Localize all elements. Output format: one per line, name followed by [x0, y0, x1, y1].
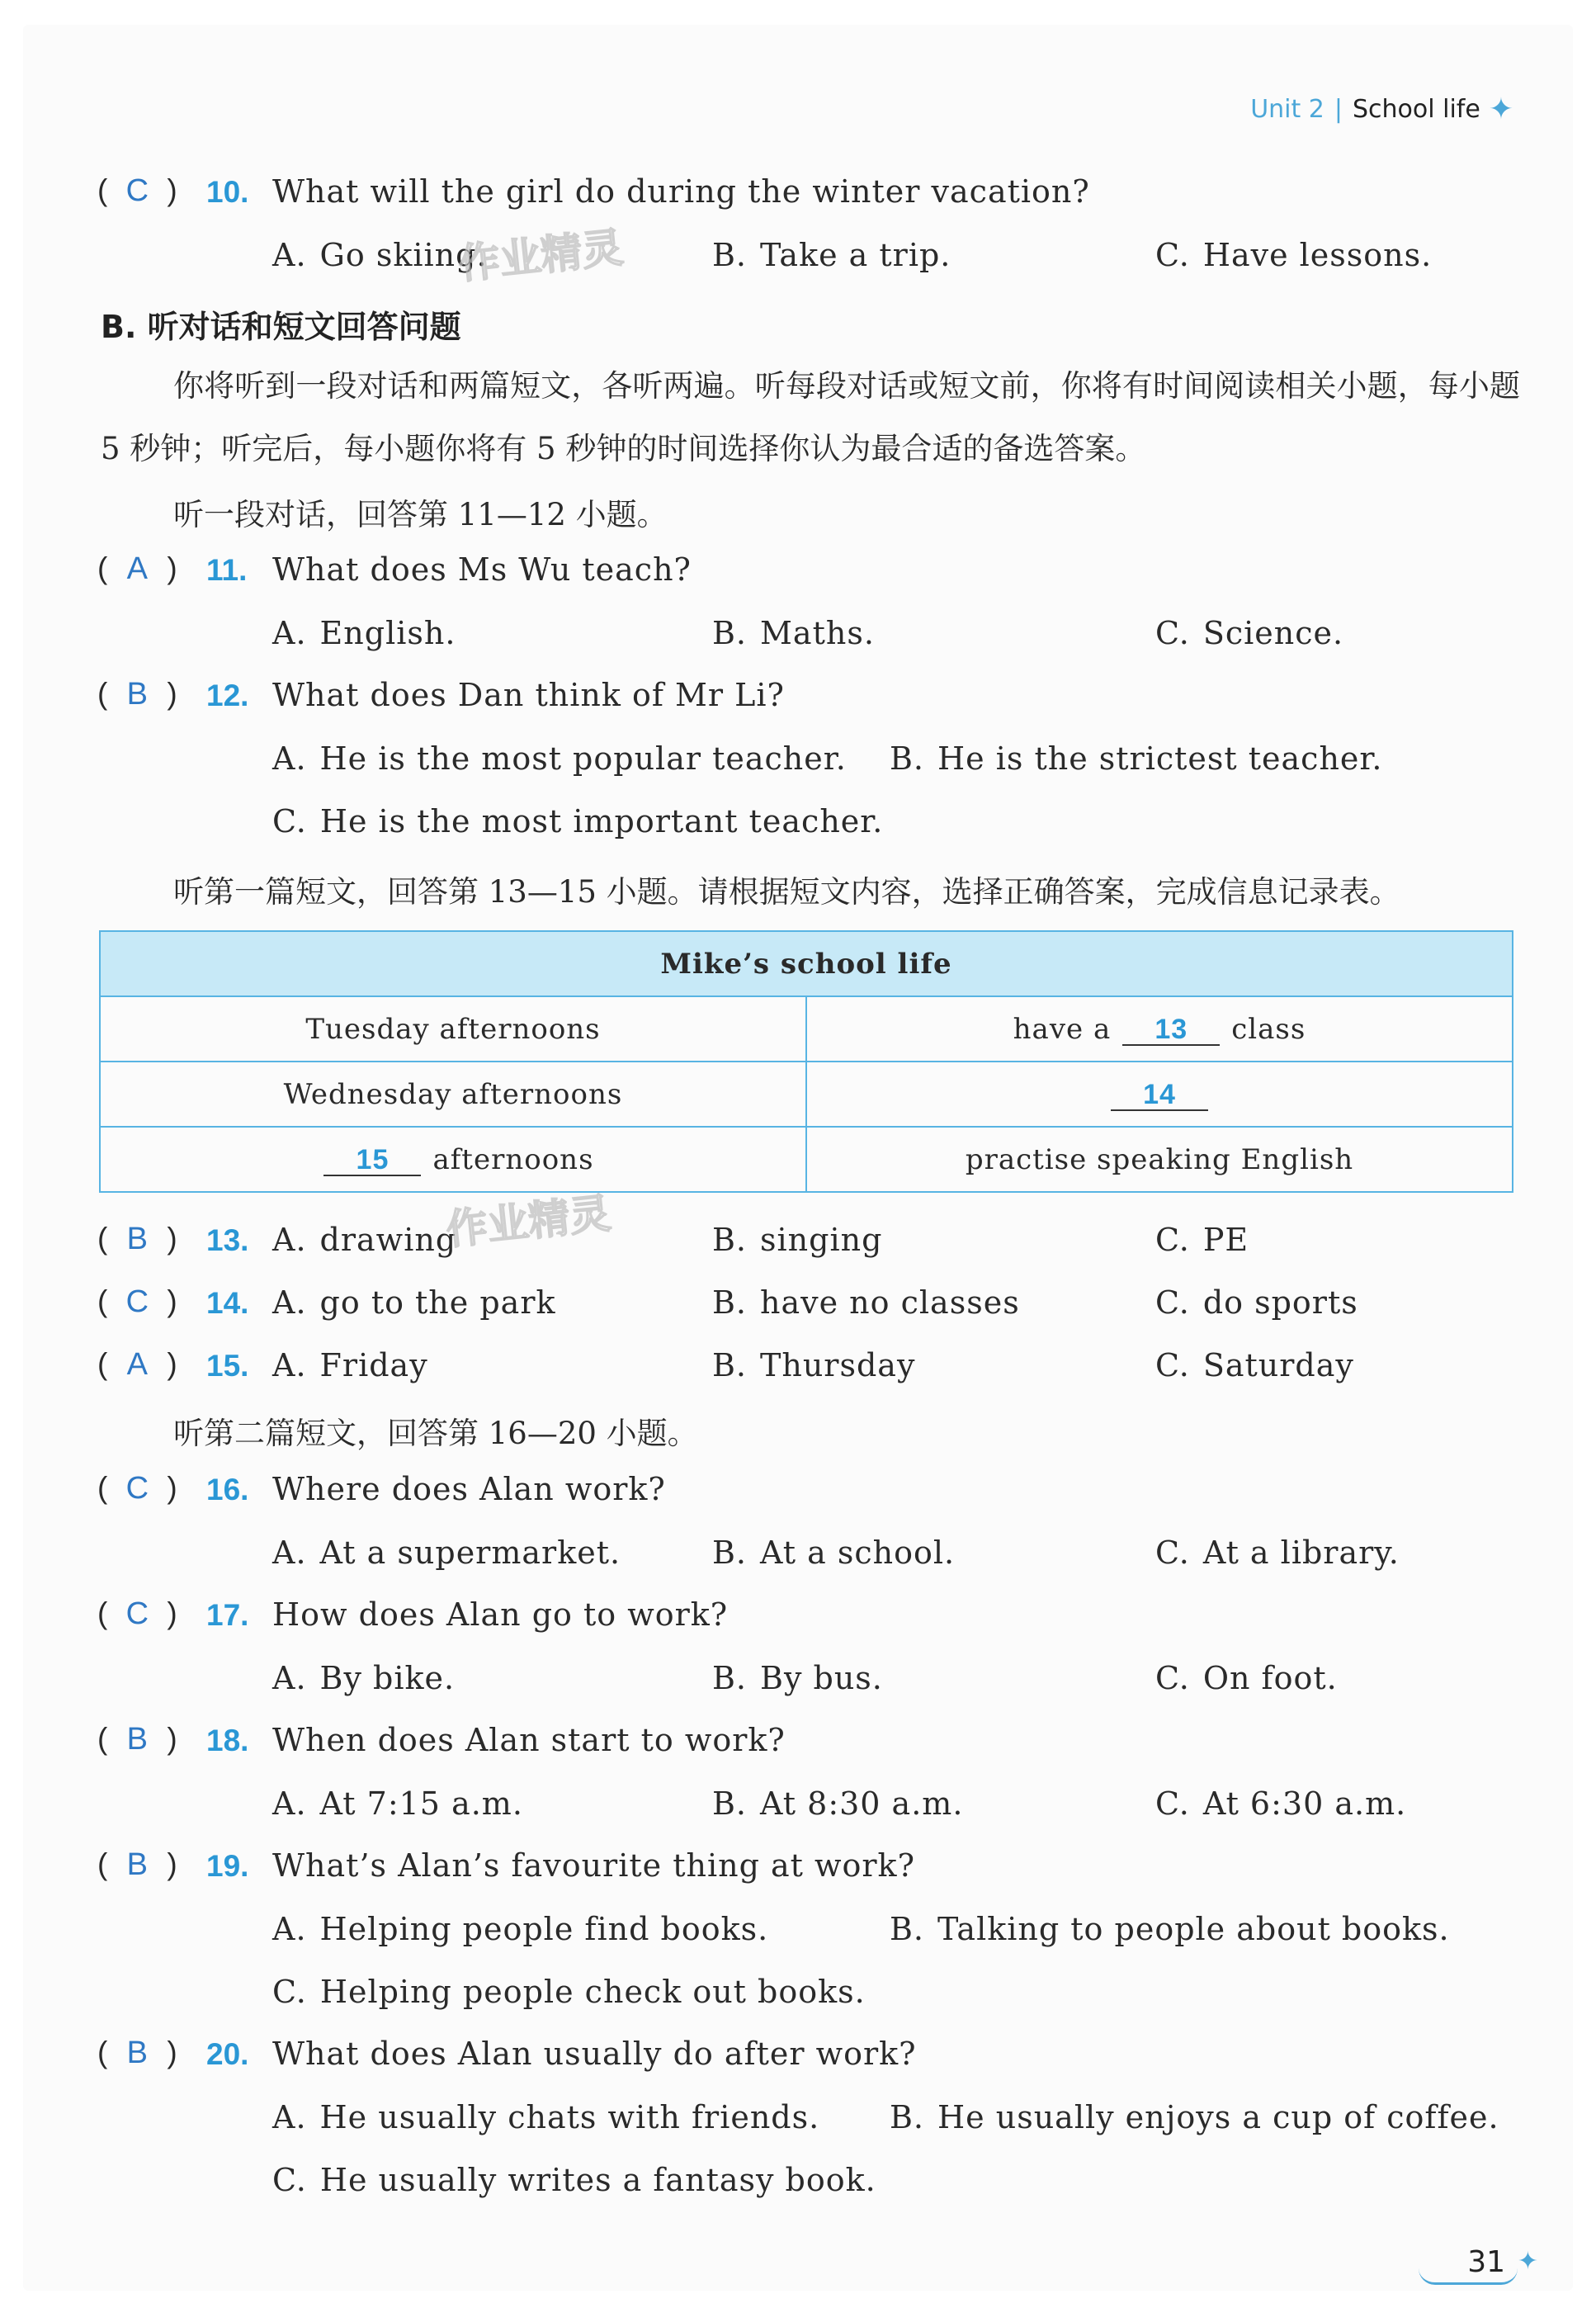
section-b-title: B. 听对话和短文回答问题 — [101, 309, 461, 345]
question-number: 13. — [206, 1223, 249, 1257]
question-number: 17. — [206, 1598, 249, 1632]
question-number: 20. — [206, 2037, 249, 2071]
option-a: A. He is the most popular teacher. — [272, 740, 847, 777]
blank-13: 13 — [1122, 1014, 1220, 1046]
watermark: 作业精灵 — [456, 223, 626, 289]
question-number: 19. — [206, 1849, 249, 1883]
sparkle-icon: ✦ — [1517, 2247, 1538, 2276]
question-text: When does Alan start to work? — [272, 1722, 786, 1758]
option-a: A. By bike. — [272, 1660, 456, 1696]
option-b: B. Thursday — [712, 1347, 916, 1383]
dialogue-instruction: 听一段对话，回答第 11—12 小题。 — [173, 497, 668, 532]
answer-letter: C — [125, 1284, 149, 1319]
question-number: 11. — [206, 553, 248, 587]
option-c: C. At a library. — [1155, 1535, 1400, 1571]
question-number: 15. — [206, 1349, 249, 1383]
answer-bracket: ( B ) — [97, 1847, 177, 1882]
answer-letter: A — [126, 551, 148, 586]
option-c: C. On foot. — [1155, 1660, 1338, 1696]
table-row — [100, 996, 1513, 1062]
answer-letter: B — [126, 1722, 148, 1757]
option-b: B. have no classes — [712, 1284, 1020, 1321]
section-b-intro: 你将听到一段对话和两篇短文，各听两遍。听每段对话或短文前，你将有时间阅读相关小题，每小题 5 秒钟；听完后，每小题你将有 5 秒钟的时间选择你认为最合适的备选答案。 — [101, 368, 1520, 466]
answer-bracket: ( B ) — [97, 677, 177, 712]
info-record-table — [99, 930, 1513, 1193]
answer-bracket: ( C ) — [97, 173, 177, 208]
question-number: 12. — [206, 679, 249, 712]
option-a: A. Go skiing. — [272, 237, 488, 273]
question-number: 18. — [206, 1724, 249, 1757]
question-text: What’s Alan’s favourite thing at work? — [272, 1847, 915, 1884]
question-number: 16. — [206, 1473, 249, 1506]
table-title: Mike’s school life — [100, 931, 1513, 996]
table-cell: Tuesday afternoons — [100, 996, 806, 1062]
question-text: What does Alan usually do after work? — [272, 2036, 917, 2072]
answer-letter: C — [125, 1471, 149, 1506]
table-cell: 15 afternoons — [100, 1127, 806, 1192]
question-text: What does Dan think of Mr Li? — [272, 677, 785, 713]
table-cell: Wednesday afternoons — [100, 1062, 806, 1127]
answer-bracket: ( C ) — [97, 1284, 177, 1319]
question-text: Where does Alan work? — [272, 1471, 666, 1507]
option-a: A. At 7:15 a.m. — [272, 1785, 523, 1822]
option-c: C. Science. — [1155, 615, 1344, 651]
option-c: C. Helping people check out books. — [272, 1974, 866, 2010]
option-c: C. At 6:30 a.m. — [1155, 1785, 1407, 1822]
answer-bracket: ( C ) — [97, 1471, 177, 1506]
option-c: C. He is the most important teacher. — [272, 803, 884, 839]
option-a: A. At a supermarket. — [272, 1535, 621, 1571]
table-header-row — [100, 931, 1513, 996]
answer-bracket: ( C ) — [97, 1596, 177, 1631]
answer-letter: B — [126, 1847, 148, 1882]
unit-label: Unit 2 — [1250, 95, 1324, 124]
answer-bracket: ( A ) — [97, 1347, 177, 1382]
table-cell: have a 13 class — [806, 996, 1513, 1062]
option-c: C. Have lessons. — [1155, 237, 1433, 273]
unit-title: School life — [1353, 95, 1480, 124]
header-separator: | — [1334, 95, 1343, 124]
sparkle-icon: ✦ — [1488, 92, 1513, 126]
option-b: B. He usually enjoys a cup of coffee. — [890, 2099, 1499, 2135]
option-c: C. PE — [1155, 1222, 1249, 1258]
answer-letter: C — [125, 1596, 149, 1631]
option-a: A. English. — [272, 615, 456, 651]
question-number: 14. — [206, 1286, 249, 1320]
question-text: What does Ms Wu teach? — [272, 551, 692, 588]
answer-letter: C — [125, 173, 149, 208]
passage2-instruction: 听第二篇短文，回答第 16—20 小题。 — [173, 1416, 698, 1451]
answer-bracket: ( B ) — [97, 1722, 177, 1757]
answer-bracket: ( B ) — [97, 1222, 177, 1256]
option-b: B. He is the strictest teacher. — [890, 740, 1383, 777]
watermark: 作业精灵 — [443, 1189, 613, 1255]
blank-14: 14 — [1111, 1080, 1208, 1111]
page-header — [1250, 92, 1513, 126]
question-text: What will the girl do during the winter vacation? — [272, 173, 1090, 210]
table-cell: practise speaking English — [806, 1127, 1513, 1192]
page-number: 31 — [1467, 2245, 1505, 2279]
option-b: B. Talking to people about books. — [890, 1911, 1450, 1947]
option-a: A. Friday — [272, 1347, 428, 1383]
option-b: B. At a school. — [712, 1535, 956, 1571]
table-row — [100, 1062, 1513, 1127]
option-b: B. Take a trip. — [712, 237, 951, 273]
blank-15: 15 — [323, 1145, 421, 1176]
answer-bracket: ( B ) — [97, 2036, 177, 2070]
table-cell — [806, 1062, 1513, 1127]
answer-bracket: ( A ) — [97, 551, 177, 586]
option-b: B. At 8:30 a.m. — [712, 1785, 964, 1822]
answer-letter: B — [126, 677, 148, 712]
option-b: B. singing — [712, 1222, 883, 1258]
question-number: 10. — [206, 175, 249, 209]
option-b: B. Maths. — [712, 615, 875, 651]
option-a: A. drawing — [272, 1222, 457, 1258]
option-a: A. Helping people find books. — [272, 1911, 769, 1947]
option-a: A. He usually chats with friends. — [272, 2099, 820, 2135]
option-c: C. He usually writes a fantasy book. — [272, 2162, 876, 2198]
option-c: C. do sports — [1155, 1284, 1358, 1321]
option-b: B. By bus. — [712, 1660, 883, 1696]
option-c: C. Saturday — [1155, 1347, 1354, 1383]
option-a: A. go to the park — [272, 1284, 556, 1321]
question-text: How does Alan go to work? — [272, 1596, 729, 1633]
page-number-swoosh — [1419, 2268, 1518, 2285]
answer-letter: A — [126, 1347, 148, 1382]
answer-letter: B — [126, 2036, 148, 2070]
answer-letter: B — [126, 1222, 148, 1256]
table-row — [100, 1127, 1513, 1192]
passage1-instruction: 听第一篇短文，回答第 13—15 小题。请根据短文内容，选择正确答案，完成信息记录表。 — [173, 874, 1400, 910]
